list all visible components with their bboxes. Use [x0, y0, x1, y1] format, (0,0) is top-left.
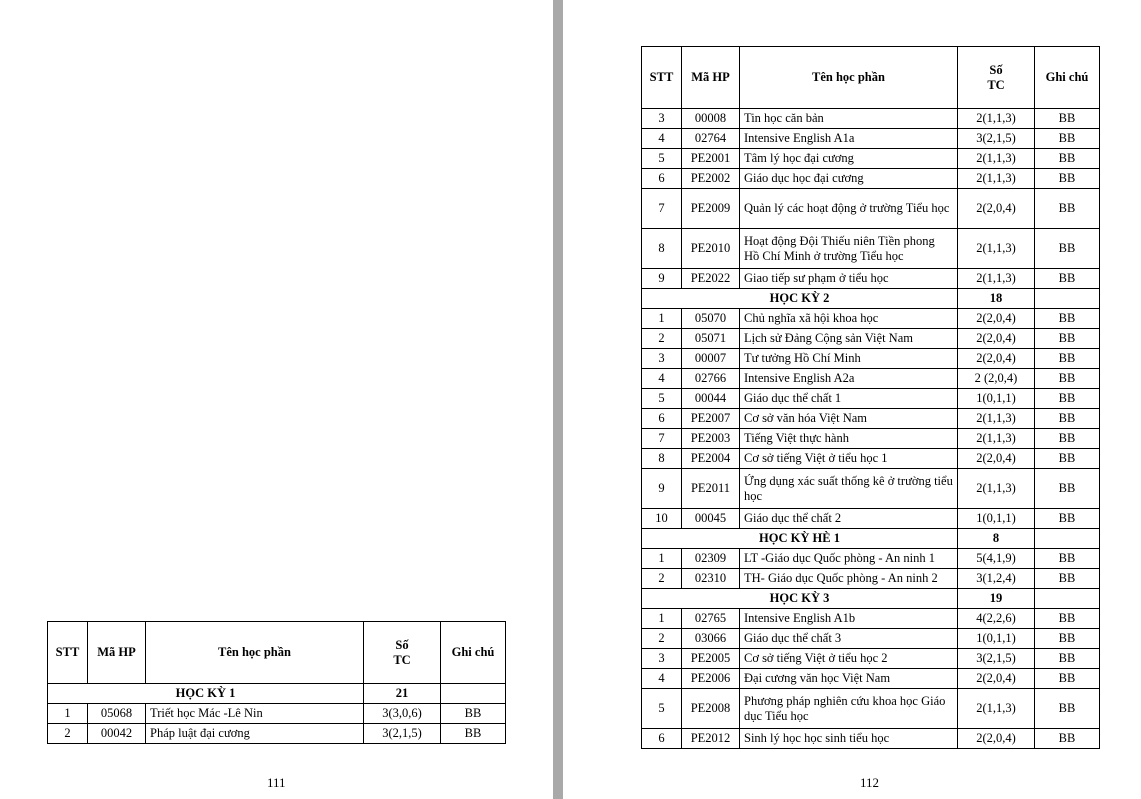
semester-note	[441, 684, 506, 704]
row-credits: 4(2,2,6)	[958, 609, 1035, 629]
header-course-name: Tên học phần	[740, 47, 958, 109]
row-course-name: Cơ sở tiếng Việt ở tiểu học 1	[740, 449, 958, 469]
table-row	[642, 229, 1100, 269]
row-credits: 1(0,1,1)	[958, 629, 1035, 649]
semester-row	[642, 289, 1100, 309]
table-row	[642, 569, 1100, 589]
row-credits: 2(2,0,4)	[958, 189, 1035, 229]
table-row	[642, 409, 1100, 429]
row-note: BB	[1035, 349, 1100, 369]
table-row	[642, 349, 1100, 369]
row-credits: 2(2,0,4)	[958, 449, 1035, 469]
row-code: PE2010	[682, 229, 740, 269]
row-course-name: Quản lý các hoạt động ở trường Tiểu học	[740, 189, 958, 229]
row-stt: 6	[642, 169, 682, 189]
row-code: PE2012	[682, 729, 740, 749]
row-note: BB	[441, 724, 506, 744]
table-body	[642, 109, 1100, 749]
row-note: BB	[1035, 649, 1100, 669]
header-note: Ghi chú	[441, 622, 506, 684]
semester-note	[1035, 289, 1100, 309]
row-code: PE2009	[682, 189, 740, 229]
header-stt: STT	[48, 622, 88, 684]
header-note: Ghi chú	[1035, 47, 1100, 109]
row-stt: 5	[642, 389, 682, 409]
semester-title: HỌC KỲ 2	[642, 289, 958, 309]
row-note: BB	[1035, 269, 1100, 289]
semester-credits: 8	[958, 529, 1035, 549]
row-code: 00008	[682, 109, 740, 129]
row-code: 02766	[682, 369, 740, 389]
row-stt: 3	[642, 649, 682, 669]
row-code: PE2001	[682, 149, 740, 169]
row-stt: 7	[642, 189, 682, 229]
row-stt: 1	[642, 309, 682, 329]
row-code: PE2004	[682, 449, 740, 469]
row-note: BB	[1035, 329, 1100, 349]
table-row	[642, 369, 1100, 389]
table-row	[642, 729, 1100, 749]
table-row	[642, 449, 1100, 469]
semester-note	[1035, 589, 1100, 609]
row-credits: 2(2,0,4)	[958, 329, 1035, 349]
row-note: BB	[1035, 469, 1100, 509]
row-course-name: Giao tiếp sư phạm ở tiểu học	[740, 269, 958, 289]
row-stt: 8	[642, 229, 682, 269]
row-course-name: Giáo dục thể chất 2	[740, 509, 958, 529]
row-course-name: LT -Giáo dục Quốc phòng - An ninh 1	[740, 549, 958, 569]
row-course-name: Giáo dục thể chất 3	[740, 629, 958, 649]
table-row	[642, 689, 1100, 729]
header-code: Mã HP	[682, 47, 740, 109]
row-stt: 1	[48, 704, 88, 724]
row-code: 05070	[682, 309, 740, 329]
row-code: 00042	[88, 724, 146, 744]
row-code: 02310	[682, 569, 740, 589]
row-note: BB	[1035, 229, 1100, 269]
row-stt: 8	[642, 449, 682, 469]
semester-title: HỌC KỲ 1	[48, 684, 364, 704]
row-credits: 3(2,1,5)	[958, 649, 1035, 669]
row-course-name: Tâm lý học đại cương	[740, 149, 958, 169]
semester-row	[642, 529, 1100, 549]
row-stt: 6	[642, 409, 682, 429]
row-stt: 10	[642, 509, 682, 529]
table-row	[642, 549, 1100, 569]
row-note: BB	[1035, 509, 1100, 529]
row-course-name: Lịch sử Đảng Cộng sản Việt Nam	[740, 329, 958, 349]
row-note: BB	[1035, 449, 1100, 469]
row-course-name: Sinh lý học học sinh tiểu học	[740, 729, 958, 749]
row-note: BB	[1035, 369, 1100, 389]
row-stt: 4	[642, 129, 682, 149]
table-row	[642, 509, 1100, 529]
table-row	[642, 129, 1100, 149]
row-course-name: Intensive English A2a	[740, 369, 958, 389]
row-credits: 2 (2,0,4)	[958, 369, 1035, 389]
row-code: 00007	[682, 349, 740, 369]
row-credits: 3(2,1,5)	[958, 129, 1035, 149]
header-course-name: Tên học phần	[146, 622, 364, 684]
row-note: BB	[1035, 549, 1100, 569]
semester-title: HỌC KỲ 3	[642, 589, 958, 609]
row-stt: 6	[642, 729, 682, 749]
row-note: BB	[1035, 129, 1100, 149]
page-number: 111	[267, 775, 286, 790]
header-code: Mã HP	[88, 622, 146, 684]
row-code: 05068	[88, 704, 146, 724]
row-course-name: Ứng dụng xác suất thống kê ở trường tiểu học	[740, 469, 958, 509]
row-course-name: Tin học căn bản	[740, 109, 958, 129]
row-code: 03066	[682, 629, 740, 649]
row-credits: 2(1,1,3)	[958, 689, 1035, 729]
table-row	[642, 149, 1100, 169]
row-note: BB	[1035, 569, 1100, 589]
table-row	[642, 189, 1100, 229]
row-credits: 2(1,1,3)	[958, 269, 1035, 289]
row-code: 02309	[682, 549, 740, 569]
row-credits: 2(2,0,4)	[958, 309, 1035, 329]
row-note: BB	[1035, 669, 1100, 689]
semester-note	[1035, 529, 1100, 549]
row-code: PE2003	[682, 429, 740, 449]
table-row	[48, 724, 506, 744]
row-credits: 2(1,1,3)	[958, 469, 1035, 509]
table-row	[642, 629, 1100, 649]
row-stt: 4	[642, 669, 682, 689]
table-row	[642, 669, 1100, 689]
row-code: PE2011	[682, 469, 740, 509]
row-note: BB	[1035, 689, 1100, 729]
row-credits: 2(1,1,3)	[958, 169, 1035, 189]
row-stt: 7	[642, 429, 682, 449]
row-credits: 2(2,0,4)	[958, 729, 1035, 749]
row-note: BB	[1035, 629, 1100, 649]
row-credits: 1(0,1,1)	[958, 389, 1035, 409]
table-row	[642, 309, 1100, 329]
row-course-name: Hoạt động Đội Thiếu niên Tiền phong Hồ Chí Minh ở trường Tiểu học	[740, 229, 958, 269]
row-code: 02764	[682, 129, 740, 149]
row-note: BB	[1035, 169, 1100, 189]
row-stt: 4	[642, 369, 682, 389]
header-credits-line2: TC	[393, 652, 411, 667]
row-stt: 1	[642, 609, 682, 629]
row-course-name: Giáo dục học đại cương	[740, 169, 958, 189]
row-code: PE2005	[682, 649, 740, 669]
row-code: PE2022	[682, 269, 740, 289]
row-stt: 5	[642, 149, 682, 169]
row-credits: 2(1,1,3)	[958, 429, 1035, 449]
row-code: 02765	[682, 609, 740, 629]
row-credits: 1(0,1,1)	[958, 509, 1035, 529]
table-row	[642, 649, 1100, 669]
row-code: 00045	[682, 509, 740, 529]
row-stt: 2	[642, 569, 682, 589]
page-number: 112	[860, 775, 880, 790]
curriculum-table-page-112	[641, 46, 1100, 749]
row-note: BB	[1035, 149, 1100, 169]
row-credits: 2(1,1,3)	[958, 109, 1035, 129]
table-row	[48, 704, 506, 724]
row-credits: 5(4,1,9)	[958, 549, 1035, 569]
row-stt: 9	[642, 269, 682, 289]
row-stt: 5	[642, 689, 682, 729]
row-course-name: Cơ sở tiếng Việt ở tiểu học 2	[740, 649, 958, 669]
row-stt: 1	[642, 549, 682, 569]
row-course-name: Giáo dục thể chất 1	[740, 389, 958, 409]
row-course-name: Pháp luật đại cương	[146, 724, 364, 744]
row-credits: 3(3,0,6)	[364, 704, 441, 724]
row-course-name: TH- Giáo dục Quốc phòng - An ninh 2	[740, 569, 958, 589]
row-course-name: Phương pháp nghiên cứu khoa học Giáo dục Tiểu học	[740, 689, 958, 729]
row-code: PE2006	[682, 669, 740, 689]
table-row	[642, 329, 1100, 349]
curriculum-table-page-111	[47, 621, 506, 744]
table-row	[642, 389, 1100, 409]
row-credits: 3(2,1,5)	[364, 724, 441, 744]
semester-credits: 18	[958, 289, 1035, 309]
row-note: BB	[1035, 609, 1100, 629]
header-credits-line1: Số	[989, 62, 1003, 77]
header-credits-line2: TC	[987, 77, 1005, 92]
row-note: BB	[441, 704, 506, 724]
row-code: PE2008	[682, 689, 740, 729]
row-course-name: Cơ sở văn hóa Việt Nam	[740, 409, 958, 429]
row-credits: 3(1,2,4)	[958, 569, 1035, 589]
row-credits: 2(1,1,3)	[958, 409, 1035, 429]
row-note: BB	[1035, 189, 1100, 229]
semester-credits: 19	[958, 589, 1035, 609]
row-stt: 9	[642, 469, 682, 509]
row-course-name: Intensive English A1a	[740, 129, 958, 149]
row-note: BB	[1035, 429, 1100, 449]
table-row	[642, 429, 1100, 449]
row-note: BB	[1035, 109, 1100, 129]
row-stt: 3	[642, 349, 682, 369]
row-code: 00044	[682, 389, 740, 409]
semester-credits: 21	[364, 684, 441, 704]
row-note: BB	[1035, 729, 1100, 749]
row-stt: 2	[642, 329, 682, 349]
row-code: PE2002	[682, 169, 740, 189]
row-note: BB	[1035, 389, 1100, 409]
row-credits: 2(1,1,3)	[958, 229, 1035, 269]
row-note: BB	[1035, 309, 1100, 329]
row-stt: 2	[48, 724, 88, 744]
table-row	[642, 169, 1100, 189]
row-note: BB	[1035, 409, 1100, 429]
row-credits: 2(2,0,4)	[958, 669, 1035, 689]
row-course-name: Tiếng Việt thực hành	[740, 429, 958, 449]
row-course-name: Chủ nghĩa xã hội khoa học	[740, 309, 958, 329]
row-stt: 3	[642, 109, 682, 129]
row-course-name: Tư tưởng Hồ Chí Minh	[740, 349, 958, 369]
table-header-row	[642, 47, 1100, 109]
table-row	[642, 269, 1100, 289]
semester-row	[642, 589, 1100, 609]
row-course-name: Triết học Mác -Lê Nin	[146, 704, 364, 724]
header-stt: STT	[642, 47, 682, 109]
table-row	[642, 469, 1100, 509]
header-credits-line1: Số	[395, 637, 409, 652]
table-row	[642, 609, 1100, 629]
table-header-row	[48, 622, 506, 684]
row-credits: 2(2,0,4)	[958, 349, 1035, 369]
row-course-name: Intensive English A1b	[740, 609, 958, 629]
header-credits	[364, 622, 441, 684]
row-course-name: Đại cương văn học Việt Nam	[740, 669, 958, 689]
table-row	[642, 109, 1100, 129]
row-stt: 2	[642, 629, 682, 649]
row-code: 05071	[682, 329, 740, 349]
semester-row	[48, 684, 506, 704]
row-code: PE2007	[682, 409, 740, 429]
header-credits	[958, 47, 1035, 109]
row-credits: 2(1,1,3)	[958, 149, 1035, 169]
page-gutter	[553, 0, 563, 799]
semester-title: HỌC KỲ HÈ 1	[642, 529, 958, 549]
